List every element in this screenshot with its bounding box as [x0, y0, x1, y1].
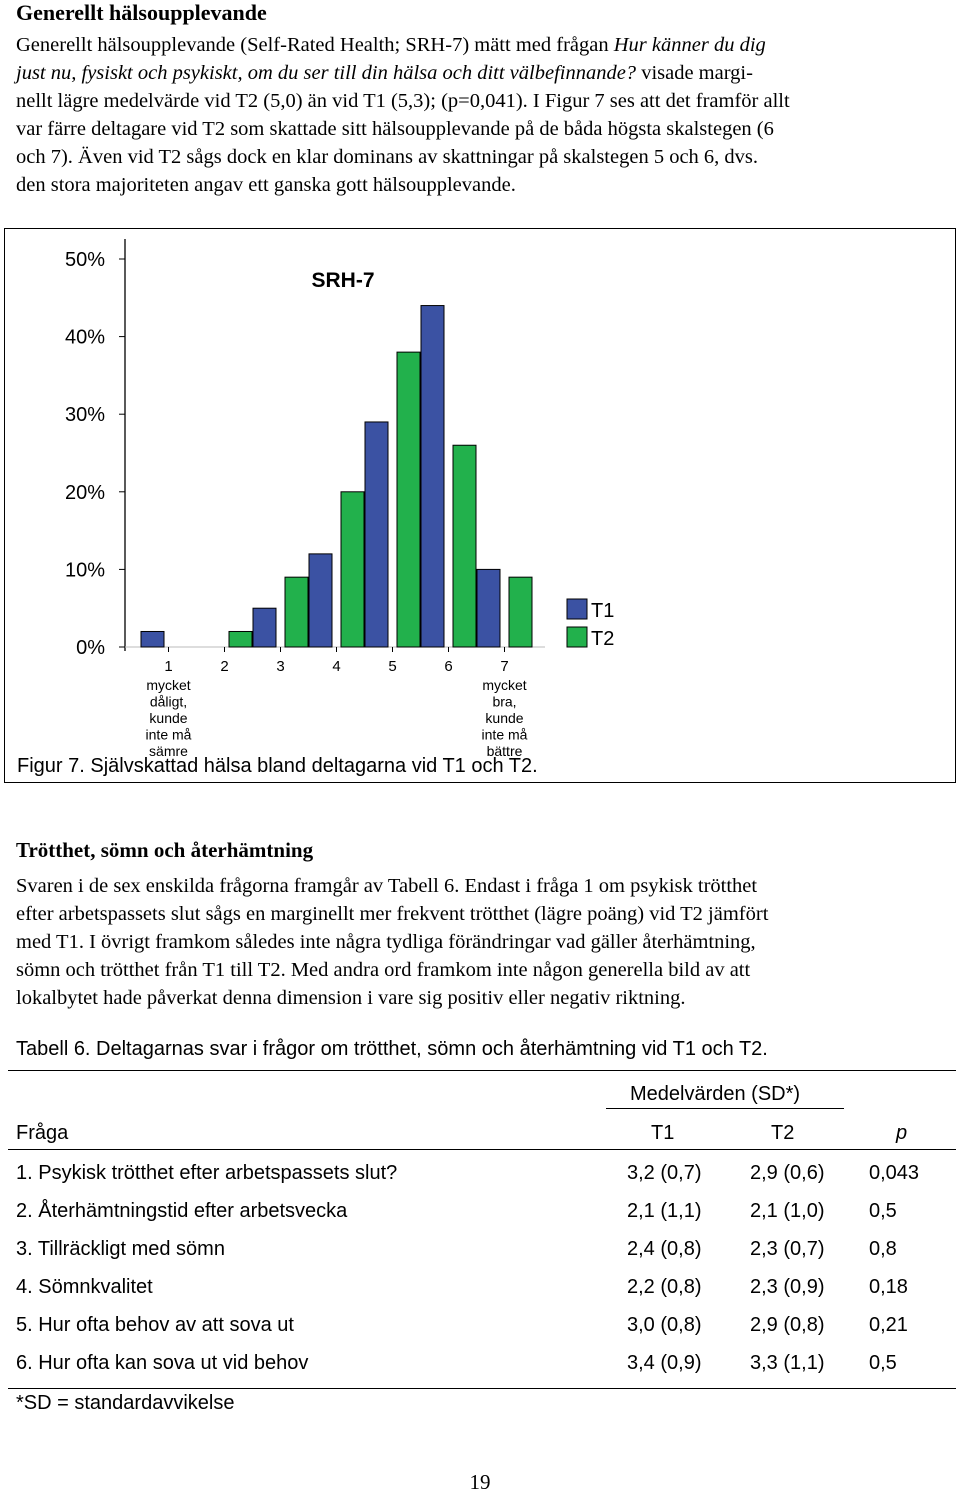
table-row-2-t1: 2,1 (1,1)	[627, 1200, 702, 1222]
table-bottom-rule	[8, 1388, 956, 1389]
category-annotation-line: mycket	[146, 677, 191, 693]
table-row-2-t2: 2,1 (1,0)	[750, 1200, 825, 1222]
legend-label-t2: T2	[591, 628, 615, 650]
table-footnote: *SD = standardavvikelse	[16, 1392, 235, 1414]
bar-t2-6	[453, 445, 476, 647]
para2-line-1: Svaren i de sex enskilda frågorna framgår av Tabell 6. Endast i fråga 1 om psykisk trötthet	[16, 875, 758, 897]
bar-t1-1	[141, 631, 164, 647]
bar-t2-3	[285, 577, 308, 647]
table-row-1-p: 0,043	[869, 1162, 920, 1184]
x-tick-label: 2	[220, 658, 229, 675]
para2-line-3: med T1. I övrigt framkom således inte några tydliga förändringar vad gäller återhämtning,	[16, 931, 756, 953]
table-header-rule	[8, 1149, 956, 1150]
bar-t1-3	[253, 608, 276, 647]
table-row-6-question: 6. Hur ofta kan sova ut vid behov	[16, 1352, 309, 1374]
x-tick-label: 5	[388, 658, 397, 675]
figure-srh7	[4, 228, 956, 783]
health-paragraph	[16, 31, 946, 199]
legend-swatch-t1	[567, 599, 587, 619]
table-row-3-p: 0,8	[869, 1238, 897, 1260]
category-annotation-line: inte må	[481, 726, 528, 743]
bar-t1-4	[309, 554, 332, 647]
x-tick-label: 6	[444, 658, 453, 675]
table-row-4-t1: 2,2 (0,8)	[627, 1276, 702, 1298]
group-header: Medelvärden (SD*)	[630, 1083, 801, 1105]
section-heading-health: Generellt hälsoupplevande	[16, 0, 267, 25]
table-row-5-p: 0,21	[869, 1314, 908, 1336]
bar-t2-2	[229, 631, 252, 647]
category-annotation-line: mycket	[482, 677, 527, 693]
group-header-underline	[606, 1108, 844, 1109]
bar-t2-4	[341, 492, 364, 647]
header-p: p	[896, 1122, 908, 1144]
category-annotation-line: dåligt,	[149, 693, 188, 710]
table-row-1-question: 1. Psykisk trötthet efter arbetspassets slut?	[16, 1162, 398, 1184]
table-row-5-t1: 3,0 (0,8)	[627, 1314, 702, 1336]
para-line-1: Generellt hälsoupplevande (Self-Rated Health; SRH-7) mätt med frågan Hur känner du dig	[16, 34, 766, 56]
x-tick-label: 3	[276, 658, 285, 675]
para2-line-4: sömn och trötthet från T1 till T2. Med andra ord framkom inte någon generella bild av att	[16, 959, 751, 981]
legend-swatch-t2	[567, 627, 587, 647]
header-t1: T1	[651, 1122, 675, 1144]
para-line-4: var färre deltagare vid T2 som skattade sitt hälsoupplevande på de båda högsta skalstegen (6	[16, 118, 774, 140]
x-tick-label: 1	[164, 658, 173, 675]
category-annotation-line: bra,	[492, 693, 517, 710]
figure-caption: Figur 7. Självskattad hälsa bland deltagarna vid T1 och T2.	[17, 755, 538, 777]
category-annotation-line: bättre	[486, 743, 523, 759]
bar-t2-5	[397, 352, 420, 647]
table-row-3-t2: 2,3 (0,7)	[750, 1238, 825, 1260]
table-row-6-t1: 3,4 (0,9)	[627, 1352, 702, 1374]
legend-label-t1: T1	[591, 600, 615, 622]
page-number: 19	[469, 1470, 491, 1494]
x-tick-label: 7	[500, 658, 509, 675]
table-row-3-question: 3. Tillräckligt med sömn	[16, 1238, 225, 1260]
y-tick-label: 10%	[64, 559, 105, 582]
table-row-1-t2: 2,9 (0,6)	[750, 1162, 825, 1184]
header-question: Fråga	[16, 1122, 69, 1144]
y-tick-label: 40%	[64, 326, 105, 349]
table-row-5-question: 5. Hur ofta behov av att sova ut	[16, 1314, 294, 1336]
para2-line-2: efter arbetspassets slut sågs en marginellt mer frekvent trötthet (lägre poäng) vid T2 jämfört	[16, 903, 769, 925]
section-heading-fatigue: Trötthet, sömn och återhämtning	[16, 838, 314, 862]
bar-t1-5	[365, 422, 388, 647]
table-row-4-p: 0,18	[869, 1276, 908, 1298]
para-line-6: den stora majoriteten angav ett ganska gott hälsoupplevande.	[16, 174, 516, 196]
category-annotation-line: kunde	[149, 710, 188, 726]
table-row-6-t2: 3,3 (1,1)	[750, 1352, 825, 1374]
table-row-5-t2: 2,9 (0,8)	[750, 1314, 825, 1336]
y-tick-label: 30%	[64, 404, 105, 427]
bar-t1-6	[421, 306, 444, 647]
table-row-4-question: 4. Sömnkvalitet	[16, 1276, 153, 1298]
header-t2: T2	[771, 1122, 795, 1144]
bar-t1-7	[477, 569, 500, 647]
para-line-5: och 7). Även vid T2 sågs dock en klar dominans av skattningar på skalstegen 5 och 6, dvs.	[16, 146, 759, 168]
table-row-3-t1: 2,4 (0,8)	[627, 1238, 702, 1260]
para2-line-5: lokalbytet hade påverkat denna dimension i vare sig positiv eller negativ riktning.	[16, 987, 686, 1009]
chart-title: SRH-7	[311, 269, 375, 292]
category-annotation-line: kunde	[485, 710, 524, 726]
para-line-2: just nu, fysiskt och psykiskt, om du ser till din hälsa och ditt välbefinnande? visade margi-	[16, 62, 753, 84]
x-tick-label: 4	[332, 658, 341, 675]
y-tick-label: 0%	[76, 637, 105, 659]
srh7-bar-chart	[5, 229, 955, 759]
table-top-rule	[8, 1070, 956, 1071]
table-row-2-p: 0,5	[869, 1200, 897, 1222]
table-caption: Tabell 6. Deltagarnas svar i frågor om trötthet, sömn och återhämtning vid T1 och T2.	[16, 1038, 768, 1060]
category-annotation-line: sämre	[149, 743, 188, 759]
para-line-3: nellt lägre medelvärde vid T2 (5,0) än vid T1 (5,3); (p=0,041). I Figur 7 ses att det framför allt	[16, 90, 790, 112]
table-row-4-t2: 2,3 (0,9)	[750, 1276, 825, 1298]
category-annotation-line: inte må	[145, 726, 192, 743]
table-row-2-question: 2. Återhämtningstid efter arbetsvecka	[16, 1200, 348, 1222]
y-tick-label: 20%	[64, 481, 105, 504]
y-tick-label: 50%	[64, 249, 105, 271]
table-row-1-t1: 3,2 (0,7)	[627, 1162, 702, 1184]
table-row-6-p: 0,5	[869, 1352, 897, 1374]
bar-t2-7	[509, 577, 532, 647]
fatigue-paragraph	[16, 872, 946, 1012]
